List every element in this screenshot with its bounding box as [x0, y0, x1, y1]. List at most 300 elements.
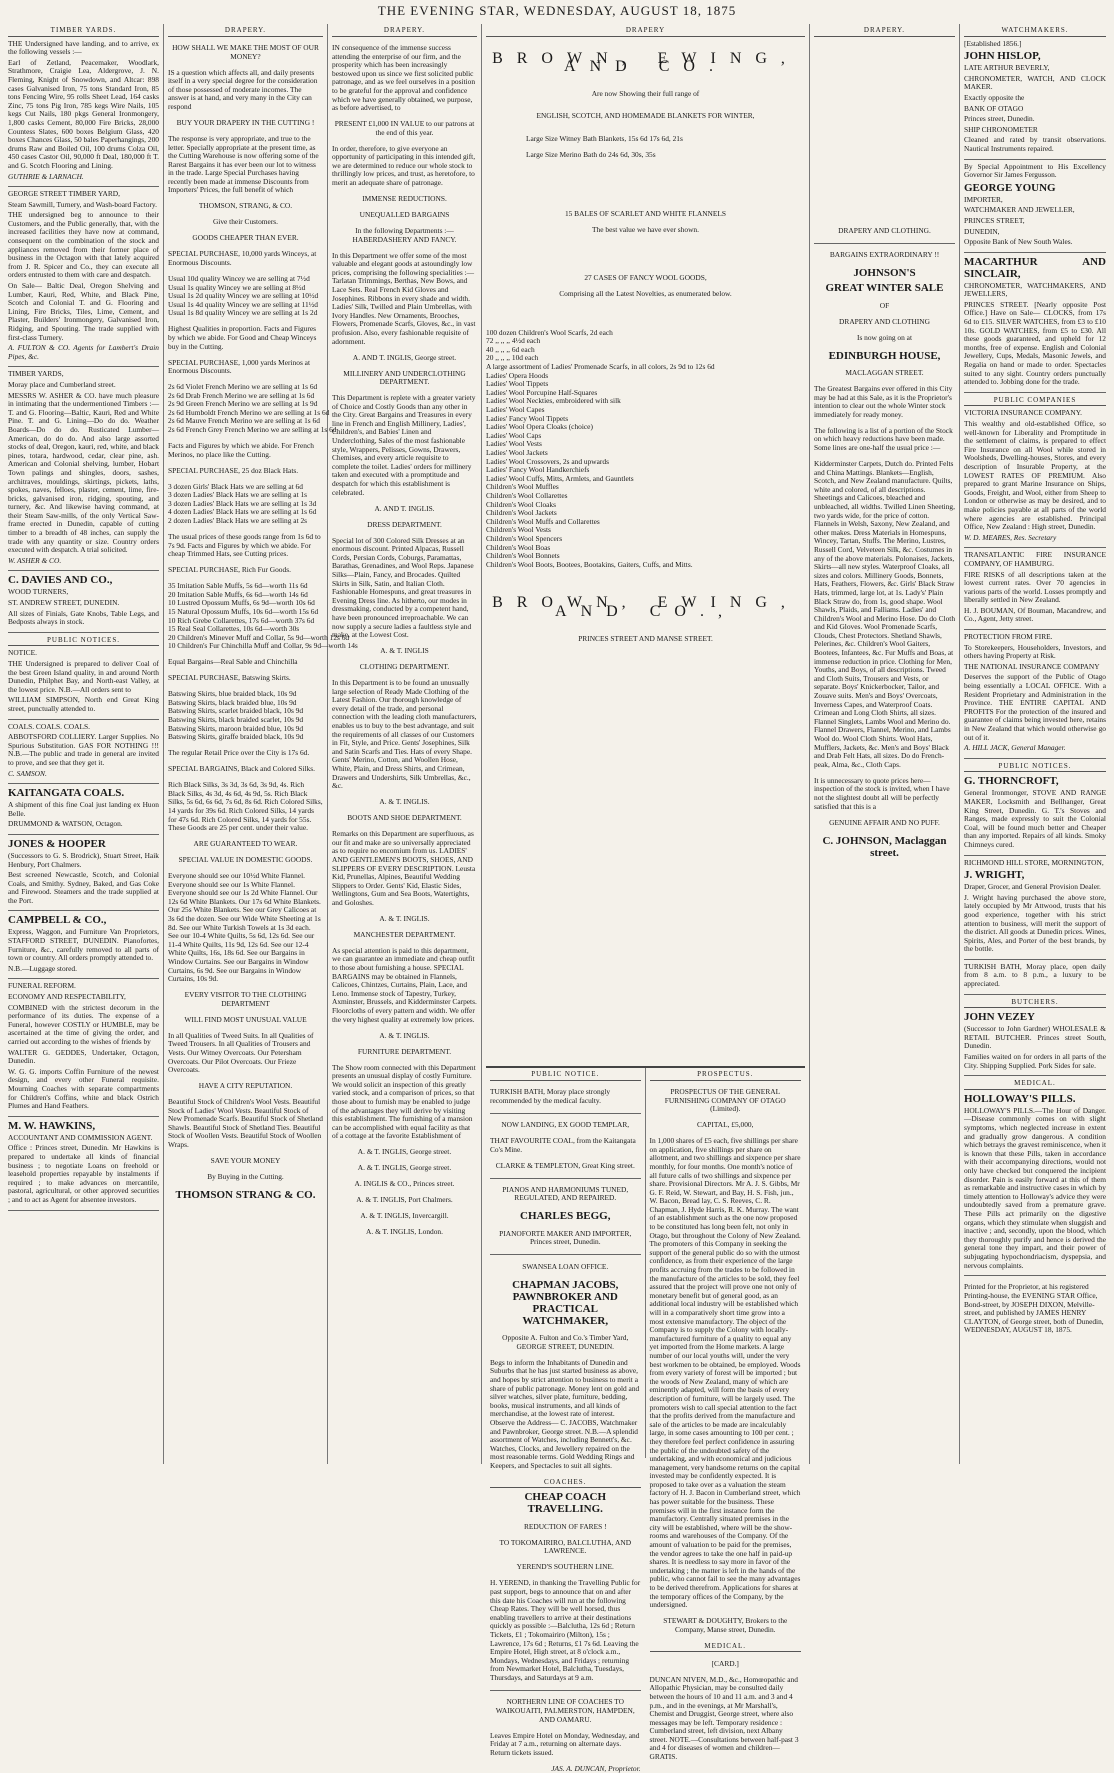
- ad-title: TRANSATLANTIC FIRE INSURANCE COMPANY, OF HAMBURG.: [964, 550, 1106, 568]
- ad-body: The following is a list of a portion of the Stock on which heavy reductions have been made. Some lines are one-half the usual price :—: [814, 425, 953, 453]
- ad-title: YEREND'S SOUTHERN LINE.: [516, 1562, 614, 1572]
- ad-title: SAVE YOUR MONEY: [210, 1156, 281, 1166]
- branch-signature: A. & T. INGLIS, Port Chalmers.: [356, 1195, 453, 1205]
- ad-title: GENUINE AFFAIR AND NO PUFF.: [829, 817, 940, 827]
- ad-title: JOHN VEZEY: [964, 1011, 1036, 1024]
- funeral-ad: [8, 982, 159, 1116]
- ad-body: Kidderminster Carpets, Dutch do. Printed Felts and China Mattings. Blankets—English, Scotch, and New Zealand manufacture. Quilts, white and colored, of all descriptions. Sheetings and Calicoes, bleached and unbleached, all widths. Twilled Linen Sheeting, two yards wide, for the price of cotton. Flannels in Welsh, Saxony, New Zealand, and other makes. Dress Materials in Homespuns, Wincey, Tartan, Stuffs. The Merino, Lustres, Russell Cord, Velveteen Silk, &c. Costumes in any of the above materials. Polonaises, Jackets, Skirts—all new styles. Waterproof Cloaks, all sizes and colors. Millinery Goods, Bonnets, Hats, Feathers, Flowers, &c. Girls' Black Straw Hats, trimmed, large lot, at 1s. Lady's' Plain Black Straw do, from 1s, good shape. Wool Shawls, Plaids, and Falliams. Ladies' and Children's Wool and Merino Hose. Do do Cloth and Kid Gloves. Wool Promenade Scarfs, Clouds, Chest Protectors. Shetland Shawls, Pelerines, &c. Children's Wool Gaiters, Bootees, Infantees, &c. Fur Muffs and Boas, at immense reduction in price. Clothing for Men, Youths, and Boys, of all descriptions. Tweed and Cloth Suits, Trousers and Vests, or separate. Boys' Knickerbocker, Tailor, and Zouave suits. Men's and Boys' Overcoats, Inverness Capes, and Waterproof Coats. Crimean and Long Cloth Shirts, all sizes. Flannel Singlets, Lambs Wool and Merino do. Flannel Drawers, Flannel, Merino, and Lambs Wool do. Wool Cloth Shirts. Wool Hats, Mufflers, Jackets, &c. Men's and Boys' Black and Drab Felt Hats, all sizes. Do do French-peak, Alma, &c., Cloth Caps.: [814, 459, 956, 769]
- ad-body: THAT FAVOURITE COAL, from the Kaitangata Co's Mine.: [490, 1135, 636, 1154]
- list-item: Children's Wool Collarettes: [486, 490, 568, 500]
- section-heading: MEDICAL.: [964, 1079, 1106, 1090]
- ad-subtitle: OF: [879, 300, 890, 310]
- ad-title: JOHNSON'S: [853, 267, 916, 280]
- ad-title: THE Undersigned have landing, and to arrive, ex the following vessels :—: [8, 38, 159, 57]
- hats-price-list: [168, 483, 323, 526]
- price-line: 20 Children's Minever Muff and Collar, 5s 9d—worth 12s 6d: [168, 632, 350, 642]
- ad-body: Cleaned and rated by transit observations. Nautical Instruments repaired.: [964, 135, 1106, 153]
- ad-title: SPECIAL PURCHASE, Rich Fur Goods.: [168, 565, 291, 575]
- ad-subtitle: Draper, Grocer, and General Provision Dealer.: [964, 882, 1101, 892]
- ad-title: FUNERAL REFORM.: [8, 981, 76, 991]
- column-drapery-thomson: [164, 24, 358, 1464]
- ad-title: BARGAINS EXTRAORDINARY !!: [829, 250, 940, 260]
- vezey-ad: [964, 1011, 1106, 1076]
- ad-signature: A. & T. INGLIS.: [379, 797, 430, 807]
- ad-body: Earl of Zetland, Peacemaker, Woodlark, Strathmore, Craigie Lea, Aldergrove, J. N. Fleming, Knight of Snowdown, and Altcar: 898 cases Galvanised Iron, 75 tons Standard Iron, 85 tons Fencing Wire, 95 rolls Sheet Lead, 164 casks Zinc, 75 tons Pig Iron, 785 kegs Wire Nails, 105 kegs Cut Nails, 180 pkgs General Ironmongery, 1,800 casks Cement, 80,000 Fire Bricks, 28,000 Countess Slates, 600 boxes Belgium Glass, 420 boxes Chances Glass, 50 bales Paperhangings, 200 drums Raw and Boiled Oil, 100 drums Colza Oil, 450 cases Castor Oil, 90,000 ft Deal, 180,000 ft T. and G. Scotch Flooring and Lining.: [8, 57, 159, 170]
- ad-title: CHEAP COACH TRAVELLING.: [524, 1491, 607, 1516]
- ad-title: HOW SHALL WE MAKE THE MOST OF OUR MONEY?: [172, 42, 319, 61]
- price-line: 2s 9d Green French Merino we are selling at 1s 9d: [168, 399, 318, 409]
- ad-body: THE undersigned beg to announce to their Customers, and the Public generally, that, with the increased facilities they have now at command, consequent on the combination of the stock and appliances removed from their former place of business in the Octagon with that lately acquired from J. R. Spicer and Co., they can execute all orders entrusted to them with care and despatch.: [8, 210, 159, 280]
- wincey-price-list: [168, 275, 323, 318]
- printer-imprint: Printed for the Proprietor, at his registered Printing-house, the EVENING STAR Office, Bond-street, by JOSEPH DIXON, Melville-street, and published by JAMES HENRY CLAYTON, of George street, both of Dunedin, WEDNESDAY, AUGUST 18, 1875.: [964, 1282, 1104, 1335]
- transatlantic-ad: [964, 551, 1106, 630]
- ad-title: JONES & HOOPER: [8, 837, 106, 850]
- ad-subtitle: REDUCTION OF FARES !: [523, 1521, 607, 1531]
- ad-body: Highest Qualities in proportion. Facts and Figures by which we abide. For Good and Cheap Winceys buy in the Cutting.: [168, 324, 317, 351]
- ad-title: PRESENT £1,000 IN VALUE to our patrons at the end of this year.: [334, 119, 475, 137]
- campbell-ad: [8, 914, 159, 979]
- hislop-ad: [964, 40, 1106, 160]
- list-item: Children's Wool Bonnets: [486, 551, 560, 561]
- ad-body: On Sale— Baltic Deal, Oregon Shelving and Lumber, Kauri, Red, White, and Black Pine, Scotch and Colonial T. and G. Flooring and Lining, Fire Bricks, Tiles, Lime, Cement, and Plaster, Builders' Ironmongery, Galvanised Iron, Ridging, and Spouting. The trade supplied with first-class Turnery.: [8, 281, 159, 342]
- branch-signature: A. INGLIS & CO., Princes street.: [354, 1179, 455, 1189]
- ad-address: MACLAGGAN STREET.: [845, 368, 924, 378]
- ad-title: SPECIAL PURCHASE, Batswing Skirts.: [168, 673, 291, 683]
- section-heading: PUBLIC NOTICES.: [8, 636, 159, 647]
- ad-signature: WILLIAM SIMPSON, North end Great King street, punctually attended to.: [8, 695, 159, 713]
- ad-signature: THOMSON, STRANG, & CO.: [198, 201, 293, 211]
- ad-signature: W. ASHER & CO.: [8, 555, 62, 565]
- brown-ewing-title: BROWN, EWING, AND CO.,: [492, 594, 799, 620]
- ad-signature: STEWART & DOUGHTY, Brokers to the Company, Manse street, Dunedin.: [663, 1616, 788, 1634]
- ad-title: COALS. COALS. COALS.: [8, 721, 90, 731]
- ad-body: By Buying in the Cutting.: [207, 1172, 284, 1182]
- coals-ad: [8, 723, 159, 785]
- ad-title: BANK OF OTAGO: [964, 103, 1024, 113]
- ad-body: Are now Showing their full range of: [591, 88, 700, 98]
- ad-subtitle: LATE ARTHUR BEVERLY,: [964, 63, 1050, 73]
- skirt-price-list: [168, 690, 323, 742]
- ad-body: A shipment of this fine Coal just landing ex Huon Belle.: [8, 800, 159, 818]
- ad-subtitle: IMPORTER,: [964, 194, 1003, 204]
- ad-title: C. DAVIES AND CO.,: [8, 574, 113, 587]
- ad-signature: A. AND T. INGLIS.: [374, 503, 435, 513]
- column-heading: DRAPERY.: [814, 26, 955, 37]
- ad-title: KAITANGATA COALS.: [8, 787, 125, 800]
- ad-subtitle: TO TOKOMAIRIRO, BALCLUTHA, AND LAWRENCE.: [499, 1537, 632, 1556]
- ad-body: IS a question which affects all, and daily presents itself in a very special degree for the consideration of those possessed of moderate incomes. The answer is at hand, and very many in the City can respond: [168, 67, 318, 111]
- ad-signature: JAS. A. DUNCAN, Proprietor.: [551, 1763, 641, 1773]
- ad-body: Beautiful Stock of Children's Wool Vests. Beautiful Stock of Ladies' Wool Vests. Beautiful Stock of New Promenade Scarfs. Beautiful Stock of Shetland Shawls. Beautiful Stock of Shetland Ties. Beautiful Stock of Woollen Vests. Beautiful Stock of Woollen Wraps.: [168, 1097, 323, 1150]
- simpson-notice: [8, 649, 159, 719]
- price-line: 3 dozen Ladies' Black Hats we are selling at 1s 3d: [168, 498, 317, 508]
- ad-signature: A. & T. INGLIS: [380, 646, 429, 656]
- ad-signature: A. AND T. INGLIS, George street.: [352, 352, 457, 362]
- price-line: 35 Imitation Sable Muffs, 5s 6d—worth 11s 6d: [168, 581, 308, 591]
- price-line: 2s 6d Violet French Merino we are selling at 1s 6d: [168, 382, 318, 392]
- section-heading: PUBLIC NOTICES.: [964, 762, 1106, 773]
- price-line: 2s 6d French Grey French Merino we are selling at 1s 6d: [168, 425, 337, 435]
- ad-title: SHIP CHRONOMETER: [964, 124, 1038, 134]
- list-item: Ladies' Wool Caps: [486, 430, 542, 440]
- price-line: Usual 10d quality Wincey we are selling at 7½d: [168, 273, 310, 283]
- price-line: Usual 1s 4d quality Wincey we are selling at 11½d: [168, 299, 318, 309]
- ad-title: SPECIAL BARGAINS, Black and Colored Silks.: [168, 764, 315, 774]
- ad-signature: A. & T. INGLIS.: [379, 913, 430, 923]
- wright-ad: [964, 859, 1106, 960]
- ad-address: ST. ANDREW STREET, DUNEDIN.: [8, 598, 120, 608]
- ad-title: UNEQUALLED BARGAINS: [359, 210, 450, 220]
- ad-body: In this Department we offer some of the most valuable and elegant goods at astoundingly low prices, comprising the following specialities :— Tarlatan Trimmings, Berthas, New Bows, and Lace Sets. Real French Kid Gloves and Josephines. Ribbons in every shade and width. Ladies' Silk, Twilled and Plain Umbrellas, with Ivory Handles. New Ornaments, Brooches, Flowers, Promenade Scarfs, Gloves, &c., in vast profusion. Also, every fashionable requisite of adornment.: [332, 250, 476, 346]
- ad-body: General Ironmonger, STOVE AND RANGE MAKER, Locksmith and Bellhanger, Great King Street, Dunedin. G. T.'s Stoves and Ranges, made expressly to suit the Colonial Coal, will be found much better and Cheaper than any imported. Repairs of all kinds. Smoky Chimneys cured.: [964, 788, 1106, 849]
- ad-title: NOTICE.: [8, 648, 37, 658]
- ad-title: ARE GUARANTEED TO WEAR.: [193, 839, 298, 849]
- ad-body: Everyone should see our 10½d White Flannel. Everyone should see our 1s White Flannel. Everyone should see our 1s 2d White Flannel. Our 12s 6d White Blankets. Our 17s 6d White Blankets. Our 25s White Blankets. See our Grey Calicoes at 3s 6d the dozen. See our Wide White Sheeting at 1s 8d. See our White Turkish Towels at 1s 3d each. See our 10-4 White Quilts, 5s 6d, 12s 6d. See our 11-4 White Quilts, 11s 9d, 12s 6d. See our 12-4 White Quilts, 16s, 18s 6d. See our Bargains in Window Curtains. See our Bargains in Window Curtains, 6s 9d. See our Bargains in Window Curtains, 10s 9d.: [168, 871, 321, 984]
- price-line: 3 dozen Girls' Black Hats we are selling at 6d: [168, 481, 303, 491]
- ad-subtitle: Steam Sawmill, Turnery, and Wash-board Factory.: [8, 199, 157, 209]
- ad-body: TURKISH BATH, Moray place strongly recommended by the medical faculty.: [490, 1086, 611, 1105]
- ad-title: SPECIAL PURCHASE, 1,000 yards Merinos at Enormous Discounts.: [168, 357, 310, 376]
- branch-signature: A. & T. INGLIS, George street.: [357, 1147, 452, 1157]
- price-line: 3 dozen Ladies' Black Hats we are selling at 1s: [168, 490, 308, 500]
- ad-title: GREAT WINTER SALE: [825, 282, 944, 295]
- brown-ewing-ad: [486, 26, 805, 1066]
- ad-body: Exactly opposite the: [964, 92, 1025, 102]
- list-item: Ladies' Wool Vests: [486, 439, 542, 449]
- ad-body: H. YEREND, in thanking the Travelling Public for past support, begs to announce that on and after this date his Coaches will run at the following Cheap Rates. They will be well horsed, thus enabling travellers to arrive at their destinations quickly as possible :—Balclutha, 12s 6d ; Return Tickets, £1 ; Tokomairiro (Milton), 15s ; Lawrence, 17s 6d ; Returns, £1 7s 6d. Leaving the Empire Hotel, High street, at 8 o'clock a.m., Mondays, Wednesdays, and Fridays ; returning from Newmarket Hotel, Balclutha, Tuesdays, Thursdays, and Saturdays at 9 a.m.: [490, 1578, 641, 1682]
- public-notice-column: [486, 1068, 646, 1773]
- price-line: 10 Rich Grebe Collarettes, 17s 6d—worth 37s 6d: [168, 615, 315, 625]
- ad-subtitle: CAPITAL, £5,000,: [697, 1120, 754, 1130]
- ad-title: BOOTS AND SHOE DEPARTMENT.: [347, 813, 462, 823]
- ad-body: Deserves the support of the Public of Otago being essentially a LOCAL OFFICE. With a Resident Proprietary and Administration in the Province. THE ENTIRE CAPITAL AND PROFITS For the protection of the insured and guarantee of claims being invested here, retains in New Zealand that which would otherwise go out of it.: [964, 672, 1106, 742]
- ad-body: Is now going on at: [856, 332, 912, 342]
- ad-title: SWANSEA LOAN OFFICE.: [522, 1261, 609, 1271]
- list-item: A large assortment of Ladies' Promenade Scarfs, in all colors, 2s 9d to 12s 6d: [486, 362, 715, 372]
- column-heading: DRAPERY.: [332, 26, 477, 37]
- ad-body: Special lot of 300 Colored Silk Dresses at an enormous discount. Printed Alpacas, Russell Cords, Persian Cords, Coburgs, Paramattas, Barathas, Grenadines, and Wool Reps. Japanese Silks—Plain, Fancy, and Brocades. Quilted Skirts in Silk, Satin, and Italian Cloth. Fashionable Homespuns, and great treasures in Evening Dress line. As hitherto, our modes in dressmaking, conducted by a competent hand, have been pronounced irreproachable. We can now supply a secure ladies a faultless style and make, at the Lowest Cost.: [332, 535, 474, 640]
- national-insurance-ad: [964, 633, 1106, 759]
- price-line: Batswing Skirts, maroon braided blue, 10s 9d: [168, 723, 304, 733]
- ad-title: WILL FIND MOST UNUSUAL VALUE: [184, 1014, 307, 1024]
- ad-subtitle: PIANOFORTE MAKER AND IMPORTER, Princes street, Dunedin.: [499, 1228, 632, 1247]
- ad-body: The Greatest Bargains ever offered in this City may be had at this Sale, as it is the Proprietor's intention to clear out the whole Winter stock immediately for ready money.: [814, 384, 953, 419]
- list-item: Ladies' Wool Crossovers, 2s and upwards: [486, 456, 609, 466]
- ad-body: DUNCAN NIVEN, M.D., &c., Homœopathic and Allopathic Physician, may be consulted daily between the hours of 10 and 11 a.m. and 3 and 4 p.m., and in the evenings, at Mr Marshall's, Chemist and Druggist, George street, where also messages may be left. Temporary residence : Cumberland street, left division, next Albany street. NOTE.—Consultations between half-past 3 and 4 for diseases of women and children—GRATIS.: [649, 1674, 799, 1762]
- price-line: Large Size Merino Bath do 24s 6d, 30s, 35s: [526, 149, 656, 159]
- price-line: Batswing Skirts, giraffe braided black, 10s 9d: [168, 732, 304, 742]
- ad-title: CHRONOMETER, WATCH, AND CLOCK MAKER.: [964, 73, 1106, 92]
- ad-title: PRINCES STREET,: [964, 215, 1025, 225]
- ad-subtitle: Moray place and Cumberland street.: [8, 379, 116, 389]
- ad-title: NORTHERN LINE OF COACHES TO WAIKOUAITI, PALMERSTON, HAMPDEN, AND OAMARU.: [495, 1697, 635, 1724]
- list-item: 100 dozen Children's Wool Scarfs, 2d each: [486, 327, 613, 337]
- ad-signature: THOMSON STRANG & CO.: [175, 1189, 316, 1202]
- ad-body: Give their Customers.: [212, 217, 279, 227]
- ad-title: SPECIAL PURCHASE, 25 doz Black Hats.: [168, 465, 299, 475]
- ad-title: VICTORIA INSURANCE COMPANY.: [964, 408, 1082, 418]
- ad-title: IMMENSE REDUCTIONS.: [362, 194, 447, 204]
- ad-signature: A. & T. INGLIS.: [379, 1030, 430, 1040]
- ad-body: Rich Black Silks, 3s 3d, 3s 6d, 3s 9d, 4s. Rich Black Silks, 4s 3d, 4s 6d, 4s 9d, 5s. Rich Black Silks, 5s 6d, 6s 6d, 7s 6d, 8s 6d. Rich Colored Silks, 14 yards for 39s 6d. Rich Colored Silks, 14 yards for 47s 6d. Rich Colored Silks, 14 yards for 55s. These Goods are 25 per cent. under their value.: [168, 780, 323, 833]
- fur-price-list: [168, 581, 358, 651]
- ad-signature: A. FULTON & CO. Agents for Lambert's Drain Pipes, &c.: [8, 343, 159, 361]
- column-heading: DRAPERY: [486, 26, 805, 37]
- ad-subtitle: (Successors to G. S. Brodrick), Stuart Street, Haik Henbury, Port Chalmers.: [8, 850, 159, 869]
- price-line: 2s 6d Humboldt French Merino we are selling at 1s 6d: [168, 407, 330, 417]
- ad-title: MACARTHUR AND SINCLAIR,: [964, 255, 1106, 280]
- list-item: Children's Wool Boas: [486, 542, 551, 552]
- ad-body: COMBINED with the strictest decorum in the performance of its duties. The expense of a Funeral, however COSTLY or HUMBLE, may be ascertained at the time of giving the order, and carried out according to the wishes of friends by: [8, 1002, 159, 1046]
- ad-title: PROSPECTUS OF THE GENERAL FURNISHING COMPANY OF OTAGO (Limited).: [664, 1086, 786, 1114]
- list-item: 40 ,, ,, ,, 6d each: [486, 344, 535, 354]
- ad-body: J. Wright having purchased the above store, lately occupied by Mr Attwood, trusts that his good experience, together with his strict attention to business, will merit the support of the district. All goods at Dunedin prices. Wines, Spirits, Ales, and Porter of the best brands, by the bottle.: [964, 892, 1106, 954]
- ad-subtitle: WOOD TURNERS,: [8, 587, 69, 597]
- column-watchmakers: [960, 24, 1110, 1464]
- ad-title: 15 BALES OF SCARLET AND WHITE FLANNELS: [564, 208, 727, 218]
- ad-body: ABBOTSFORD COLLIERY. Larger Supplies. No Spurious Substitution. GAS FOR NOTHING !!! N.B.—The public and trade in general are invited to prove, and see that they get it.: [8, 732, 159, 767]
- ad-address: Opposite A. Fulton and Co.'s Timber Yard, GEORGE STREET, DUNEDIN.: [502, 1333, 629, 1351]
- ad-body: THE Undersigned is prepared to deliver Coal of the best Green Island quality, in and around North Dunedin, Philphet Bay, and North-east Valley, at the lowest price. N.B.—All orders sent to: [8, 659, 159, 694]
- thorncroft-ad: [964, 775, 1106, 855]
- asher-ad: [8, 370, 159, 571]
- list-item: 20 ,, ,, ,, 10d each: [486, 353, 539, 363]
- price-line: 2s 6d Drab French Merino we are selling at 1s 6d: [168, 390, 315, 400]
- ad-signature: WALTER G. GEDDES, Undertaker, Octagon, Dunedin.: [8, 1047, 159, 1066]
- list-item: Ladies' Wool Tippets: [486, 379, 549, 389]
- ad-title: TIMBER YARDS,: [8, 369, 64, 379]
- ad-title: WATCHMAKER AND JEWELLER,: [964, 205, 1075, 215]
- ad-title: HOLLOWAY'S PILLS.: [964, 1092, 1076, 1105]
- ad-body: Express, Waggon, and Furniture Van Proprietors, STAFFORD STREET, DUNEDIN. Pianofortes, Furniture, &c., carefully removed to all parts of town or country. All orders promptly attended to.: [8, 927, 159, 963]
- young-ad: [964, 163, 1106, 253]
- ad-subtitle: CHRONOMETER, WATCHMAKERS, AND JEWELLERS,: [964, 280, 1106, 299]
- price-line: Usual 1s 8d quality Wincey we are selling at 1s 2d: [168, 308, 318, 318]
- ad-title: THE NATIONAL INSURANCE COMPANY: [964, 661, 1100, 671]
- ad-body: This Department is replete with a greater variety of Choice and Costly Goods than any other in the City. Great Bargains and Treasures in every line in French and English Millinery, Ladies', Children's, and Babies' Linen and Underclothing, Sales of the most fashionable style, Wrappers, Pelisses, Gowns, Drawers, Chemises, and every article requisite to complete the toilet. Ladies' orders for millinery taken and executed with a promptitude and despatch for which this establishment is celebrated.: [332, 393, 476, 497]
- list-item: Children's Wool Boots, Bootees, Bootakins, Gaiters, Cuffs, and Mitts.: [486, 559, 693, 569]
- section-heading: BUTCHERS.: [964, 998, 1106, 1009]
- price-line: 15 Natural Opossum Muffs, 10s 6d—worth 15s 6d: [168, 606, 319, 616]
- ad-body: It is unnecessary to quote prices here—inspection of the stock is invited, when I have not the slightest doubt all will be perfectly satisfied that this is a: [814, 775, 950, 811]
- list-item: Ladies' Wool Capes: [486, 405, 545, 415]
- ad-body: Best screened Newcastle, Scotch, and Colonial Coals, and Smithy. Sydney, Baked, and Gas Coke and Firewood. Steamers and the trade supplied at the Port.: [8, 870, 159, 905]
- ad-body: Families waited on for orders in all parts of the City. Shipping Supplied. Pork Sides for sale.: [964, 1052, 1106, 1070]
- ad-title: DRAPERY AND CLOTHING: [839, 316, 930, 326]
- ad-body: W. G. G. imports Coffin Furniture of the newest design, and every other Funeral requisite. Mourning Coaches with separate compartments for Children's Coffins, white and black Ostrich Plumes and Hand Feathers.: [8, 1066, 159, 1111]
- branch-signature: A. & T. INGLIS, George street.: [357, 1163, 452, 1173]
- ad-signature: H. J. BOUMAN, Of Bouman, Macandrew, and Co., Agent, Jetty street.: [964, 605, 1106, 624]
- ad-signature: W. D. MEARES, Res. Secretary: [964, 532, 1057, 542]
- ad-signature: A. HILL JACK, General Manager.: [964, 743, 1066, 753]
- ad-body: In 1,000 shares of £5 each, five shillings per share on application, five shillings per share on allotment, and two shillings and sixpence per share monthly, for four months. One month's notice of all future calls of two shillings and sixpence per share. Provisional Directors. Mr A. J. S. Gibbs, Mr G. F. Reid, W. Stewart, and Bay, H. S. Fish, jun., W. Bacon, Bread lay, C. S. Reeves, C. R. Chapman, J. Hyde Harris, R. K. Murray. The want of an establishment such as the one now proposed to be constituted has long been felt, not only in Otago, but throughout the Colony of New Zealand. The promoters of this Company in seeking the support of the general public do so with the utmost confidence, as from their experience of the large profits accruing from the trades to be followed in the manufacture of the articles to be sold, they feel assured that the project will prove one not only of monetary benefit but of general good, as an additional local industry will be established which will in a comparatively short time grow into a most extensive manufactory. The object of the Company is to supply the Colony with locally-manufactured furniture of a quality to equal any yet imported from the Home markets. A large number of our local youths will, under the very best workmen to be obtained, be employed. Woods from every variety of forest will be imported ; but the woods of New Zealand, many of which are eminently adapted, will form the basis of every description of furniture, will be largely used. The promoters wish to call special attention to the fact that the profits derived from the manufacture and sale of the articles to be made are incalculably large, in some cases amounting to 100 per cent. ; they therefore feel perfect confidence in assuring the public of the undoubted safety of the undertaking, and with economical and judicious management, very handsome returns on the capital invested may be confidently expected. It is proposed to take over as a valuation the steam factory of H. J. Bacon in Cumberland street, which has power suitable for the business. These premises will in the first instance form the manufactory. Centrally situated premises in the city will be established, where will be the show-rooms and warehouses of the Company. Of the amount of valuation to be paid for the premises, the vendor agrees to take the one half in paid-up shares. It is needless to say more in favor of the undertaking ; the matter is left in the hands of the public, who cannot fail to see the many advantages to be derived therefrom. Applications for shares at the temporary offices of the Company, by the undersigned.: [649, 1136, 801, 1610]
- ad-body: All sizes of Finials, Gate Knobs, Table Legs, and Bedposts always in stock.: [8, 608, 159, 627]
- ad-signature: N.B.—Luggage stored.: [8, 963, 77, 973]
- ad-subtitle: [CARD.]: [711, 1658, 739, 1668]
- ad-body: To Storekeepers, Householders, Investors, and others having Property at Risk.: [964, 642, 1106, 661]
- ad-title: DRESS DEPARTMENT.: [367, 519, 442, 529]
- ad-body: As special attention is paid to this department, we can guarantee an immediate and cheap outfit to those about furnishing a house. SPECIAL BARGAINS may be obtained in Flannels, Calicoes, Chintzes, Curtains, Plain, Lace, and Leno. Immense stock of Tapestry, Turkey, Axminster, Brussels, and Kidderminster Carpets. Floorcloths of every pattern and width. We offer the very highest quality at extremely low prices.: [332, 945, 477, 1024]
- ad-body: In order, therefore, to give everyone an opportunity of participating in this intended gift, we are determined to reduce our whole stock to thrillingly low prices, and trust, as heretofore, to merit an adequate share of patronage.: [332, 143, 476, 188]
- ad-title: BUY YOUR DRAPERY IN THE CUTTING !: [176, 117, 315, 127]
- ad-body: Equal Bargains—Real Sable and Chinchilla: [168, 657, 298, 667]
- guthrie-ad: [8, 40, 159, 188]
- ad-body: Opposite Bank of New South Wales.: [964, 237, 1073, 247]
- holloway-ad: [964, 1093, 1106, 1276]
- branch-signature: A. & T. INGLIS, Invercargill.: [360, 1211, 449, 1221]
- ad-address: Princes street, Dunedin.: [964, 114, 1035, 124]
- ad-subtitle: ACCOUNTANT AND COMMISSION AGENT.: [8, 1132, 153, 1142]
- brown-ewing-title: BROWN, EWING, AND CO.: [492, 49, 799, 76]
- price-line: Large Size Witney Bath Blankets, 15s 6d 17s 6d, 21s: [526, 133, 683, 143]
- list-item: Ladies' Wool Jackets: [486, 448, 548, 458]
- prospectus-column: [646, 1068, 806, 1762]
- column-drapery-inglis: [328, 24, 482, 1464]
- ad-body: Facts and Figures by which we abide. For French Merinos, no place like the Cutting.: [168, 441, 314, 459]
- ad-body: Remarks on this Department are superfluous, as our fit and make are so universally appreciated as to require no encomium from us. LADIES' AND GENTLEMEN'S BOOTS, SHOES, AND SLIPPERS OF EVERY DESCRIPTION. Leusta Kid, Prunellas, Alpines, Beautiful Wedding Slippers to Order. Gents' Kid, Elastic Sides, Wellingtons, Gum and Sea Boots, Watertights, and Goloshes.: [332, 829, 476, 907]
- ad-body: Begs to inform the Inhabitants of Dunedin and Suburbs that he has just started business as above, and hopes by strict attention to business to merit a share of public patronage. Money lent on gold and silver watches, silver plate, furniture, bedding, books, musical instruments, and all kinds of merchandise, at the lowest rate of interest. Observe the Address— C. JACOBS, Watchmaker and Pawnbroker, George street. N.B.—A splendid assortment of Watches, including Bennett's, &c. Watches, Clocks, and Jewellery repaired on the most reasonable terms. Gold Wedding Rings and Keepers, and Spectacles to suit all sights.: [490, 1357, 640, 1470]
- ad-body: In this Department is to be found an unusually large selection of Ready Made Clothing of the Latest Fashion. Our thorough knowledge of every detail of the trade, and personal connection with the leading cloth manufacturers, enables us to buy to the best advantage, and suit the requirements of all classes of our Customers in Fit, Style, and Price. Gents' Josephines, Silk and Satin Scarfs and Ties. Hats of every Shape. Gents' Merino, Cotton, and Woollen Hose, White, Plain, and Dress Shirts, and Crimean, Drawers and Undershirts, Silk Umbrellas, &c., &c.: [332, 678, 477, 791]
- ad-subtitle: In the following Departments :— HABERDASHERY AND FANCY.: [352, 226, 457, 244]
- ad-title: DRAPERY AND CLOTHING.: [838, 225, 931, 235]
- ad-body: By Special Appointment to His Excellency Governor Sir James Fergusson.: [964, 161, 1106, 180]
- column-heading: DRAPERY.: [168, 26, 323, 37]
- ad-signature: C. SAMSON.: [8, 768, 47, 778]
- list-item: Children's Wool Cloaks: [486, 499, 556, 509]
- ad-title: JOHN HISLOP,: [964, 50, 1041, 63]
- ad-body: The best value we have ever shown.: [592, 224, 699, 234]
- ad-subtitle: DUNEDIN,: [964, 226, 1000, 236]
- column-johnson: [810, 24, 960, 1464]
- column-heading: WATCHMAKERS.: [964, 26, 1106, 37]
- ad-title: GOODS CHEAPER THAN EVER.: [192, 233, 299, 243]
- ad-title: PIANOS AND HARMONIUMS TUNED, REGULATED, AND REPAIRED.: [502, 1184, 629, 1203]
- ad-body: IN consequence of the immense success attending the enterprise of our firm, and the prosperity which has been increasingly bestowed upon us since we first solicited public patronage, and as we feel ourselves in a position to be grateful for the approval and confidence which we have generally obtained, we purpose, as before advertised, to: [332, 42, 476, 113]
- ad-title: CHARLES BEGG,: [520, 1210, 611, 1223]
- list-item: Children's Wool Muffs and Collarettes: [486, 516, 600, 526]
- price-line: Batswing Skirts, scarlet braided black, 10s 9d: [168, 706, 304, 716]
- ad-title: FURNITURE DEPARTMENT.: [357, 1046, 452, 1056]
- ad-body: The usual prices of these goods range from 1s 6d to 7s 9d. Facts and Figures by which we abide. For cheap Trimmed Hats, see Cutting prices.: [168, 531, 321, 559]
- ad-body: FIRE RISKS of all descriptions taken at the lowest current rates. Over 70 agencies in various parts of the world. Losses promptly and liberally settled in New Zealand.: [964, 569, 1106, 605]
- ad-title: EDINBURGH HOUSE,: [828, 349, 941, 362]
- ad-title: MILLINERY AND UNDERCLOTHING DEPARTMENT.: [343, 368, 466, 387]
- ad-title: EVERY VISITOR TO THE CLOTHING DEPARTMENT: [184, 990, 307, 1008]
- turkish-bath-ad: [964, 963, 1106, 995]
- section-heading: PUBLIC NOTICE.: [490, 1070, 641, 1081]
- ad-subtitle: [Established 1856.]: [964, 38, 1022, 48]
- section-heading: COACHES.: [490, 1478, 641, 1489]
- column-timber-yards: [4, 24, 164, 1464]
- ad-title: MANCHESTER DEPARTMENT.: [353, 929, 456, 939]
- ad-title: SPECIAL PURCHASE, 10,000 yards Winceys, at Enormous Discounts.: [168, 249, 317, 267]
- macarthur-ad: [964, 256, 1106, 393]
- ad-body: The regular Retail Price over the City is 17s 6d.: [168, 748, 310, 758]
- list-item: Ladies' Wool Neckties, embroidered with silk: [486, 396, 621, 406]
- ad-title: G. THORNCROFT,: [964, 775, 1059, 788]
- price-line: 2s 6d Mauve French Merino we are selling at 1s 6d: [168, 416, 320, 426]
- price-line: 10 Lustred Opossum Muffs, 6s 9d—worth 10s 6d: [168, 598, 315, 608]
- ad-body: Leaves Empire Hotel on Monday, Wednesday, and Friday at 7 a.m., returning on alternate days. Return tickets issued.: [490, 1730, 640, 1757]
- lower-columns: [486, 1066, 805, 1773]
- price-line: Batswing Skirts, black braided scarlet, 10s 9d: [168, 715, 304, 725]
- price-line: Batswing Skirts, black braided blue, 10s 9d: [168, 697, 297, 707]
- list-item: Ladies' Wool Porcupine Half-Squares: [486, 387, 598, 397]
- price-line: Batswing Skirts, blue braided black, 10s 9d: [168, 689, 297, 699]
- ad-title: RICHMOND HILL STORE, MORNINGTON,: [964, 857, 1104, 867]
- list-item: 72 ,, ,, ,, 4½d each: [486, 336, 541, 346]
- wool-goods-list: [486, 329, 805, 570]
- ad-body: The Show room connected with this Department presents an unusual display of costly Furniture. We would solicit an inspection of this greatly varied stock, and a comparison of prices, so that those about to furnish may be enabled to judge of the advantages they will derive by visiting this establishment. The furnishing of a mansion can be accomplished with equal facility as that of a cottage at the favorite Establishment of: [332, 1062, 476, 1141]
- section-heading: MEDICAL.: [650, 1642, 802, 1653]
- list-item: Ladies' Fancy Wool Tippets: [486, 413, 569, 423]
- hawkins-ad: [8, 1120, 159, 1211]
- ad-title: GEORGE STREET TIMBER YARD,: [8, 189, 120, 199]
- column-brown-ewing: [482, 24, 810, 1773]
- merino-price-list: [168, 382, 337, 435]
- ad-body: HOLLOWAY'S PILLS.—The Hour of Danger.—Disease commonly comes on with slight symptoms, which neglected increase in extent and gradually grow dangerous. A condition which betrays the gravest reminiscence, when it is known that these Pills, taken in accordance with their accompanying directions, would not only have checked but conquered the incipient disorder. Pain is easily forward at this of them as remarkable and instructive cases in which by timely attention to Holloway's advice they were undoubtedly saved from a premature grave. These Pills act primarily on the digestive organs, which they stimulate when sluggish and inactive ; and, secondly, upon the blood, which they thoroughly purify and hence is derived the general tone they impart, and their power of subjugating hypochondriacism, dyspepsia, and nervous complaints.: [964, 1105, 1106, 1270]
- ad-signature: GUTHRIE & LARNACH.: [8, 171, 84, 181]
- ad-title: CAMPBELL & CO.,: [8, 914, 107, 927]
- ad-body: TURKISH BATH, Moray place, open daily from 8 a.m. to 8 p.m., a luxury to be appreciated.: [964, 961, 1106, 989]
- ad-title: M. W. HAWKINS,: [8, 1119, 96, 1132]
- price-line: 10 Children's Fur Chinchilla Muff and Collar, 9s 9d—worth 14s: [168, 641, 358, 651]
- list-item: Children's Wool Spencers: [486, 533, 563, 543]
- column-heading: TIMBER YARDS.: [8, 26, 159, 37]
- ad-title: CLOTHING DEPARTMENT.: [359, 662, 450, 672]
- kaitangata-ad: [8, 787, 159, 835]
- ad-title: 27 CASES OF FANCY WOOL GOODS,: [584, 273, 707, 283]
- list-item: Ladies' Wool Cuffs, Mitts, Armlets, and Gauntlets: [486, 473, 634, 483]
- masthead: THE EVENING STAR, WEDNESDAY, AUGUST 18, 1875: [377, 3, 737, 18]
- ad-title: J. WRIGHT,: [964, 869, 1025, 882]
- list-item: Children's Wool Jackets: [486, 508, 557, 518]
- list-item: Children's Wool Vests: [486, 525, 551, 535]
- price-line: Usual 1s 2d quality Wincey we are selling at 10½d: [168, 291, 319, 301]
- ad-signature: C. JOHNSON, Maclaggan street.: [822, 834, 947, 859]
- section-heading: PUBLIC COMPANIES: [964, 396, 1106, 407]
- price-line: 2 dozen Ladies' Black Hats we are selling at 2s: [168, 515, 308, 525]
- list-item: Children's Wool Muffles: [486, 482, 559, 492]
- list-item: Ladies' Opera Hoods: [486, 370, 549, 380]
- ad-title: CHAPMAN JACOBS, PAWNBROKER AND PRACTICAL WATCHMAKER,: [512, 1278, 619, 1327]
- ad-body: Comprising all the Latest Novelties, as enumerated below.: [559, 289, 732, 299]
- ad-signature: CLARKE & TEMPLETON, Great King street.: [495, 1160, 635, 1170]
- ad-title: PROTECTION FROM FIRE.: [964, 632, 1053, 642]
- price-line: 15 Real Seal Collarettes, 10s 6d—worth 30s: [168, 624, 300, 634]
- price-line: 20 Imitation Sable Muffs, 6s 6d—worth 14s 6d: [168, 589, 308, 599]
- ad-body: The response is very appropriate, and true to the letter. Specially appropriate at the present time, as the Cutting Warehouse is now offering some of the Rarest Bargains it has ever been our lot to witness in the trade. Large Special Purchases having recently been made at immense Discounts from Importers' Prices, the full benefit of which: [168, 133, 319, 195]
- ad-body: This wealthy and old-established Office, so well-known for Liberality and Promptitude in the settlement of claims, is prepared to effect Fire Insurance on all Wool while stored in Woolsheds, Dwelling-houses, Stores, and every description of Insurable Property, at the LOWEST RATES OF PREMIUM. Also prepared to grant Marine Insurance on Ships, Goods, Freight, and Wool, either from Sheep to London or otherwise as may be desired, and to make policies payable at all parts of the world where agencies are established. Principal Office, New Zealand : High street, Dunedin.: [964, 419, 1106, 532]
- price-line: Usual 1s quality Wincey we are selling at 8½d: [168, 282, 306, 292]
- branch-signature: A. & T. INGLIS, London.: [366, 1227, 443, 1237]
- list-item: Ladies' Fancy Wool Handkerchiefs: [486, 465, 590, 475]
- victoria-ad: [964, 409, 1106, 548]
- ad-subtitle: (Successor to John Gardner) WHOLESALE & RETAIL BUTCHER. Princes street South, Dunedin.: [964, 1024, 1106, 1051]
- ad-title: NOW LANDING, EX GOOD TEMPLAR,: [501, 1119, 630, 1129]
- ad-body: Office : Princes street, Dunedin. Mr Hawkins is prepared to undertake all kinds of financial business ; to negotiate Loans on freehold or leasehold properties repayable by instalments if required ; to make advances on mercantile, pastoral, agricultural, or other approved securities ; and to act as Agent for absentee investors.: [8, 1143, 159, 1204]
- ad-body: PRINCES STREET. [Nearly opposite Post Office.] Have on Sale— CLOCKS, from 17s 6d to £15. SILVER WATCHES, from £3 to £10 10s. GOLD WATCHES, from £5 to £30. All these goods guaranteed, and upheld for 12 months, free of expense. English and Colonial Jewellery, Cups, Medals, Masonic Jewels, and Regalia on hand or made to order. Spectacles suited to any sight. Country orders punctually attended to. Jobbing done for the trade.: [964, 299, 1106, 387]
- list-item: Ladies' Wool Opera Cloaks (choice): [486, 422, 593, 432]
- ad-title: SPECIAL VALUE IN DOMESTIC GOODS.: [178, 855, 313, 865]
- ad-signature: DRUMMOND & WATSON, Octagon.: [8, 819, 123, 829]
- ad-title: GEORGE YOUNG: [964, 181, 1056, 194]
- ad-title: ENGLISH, SCOTCH, AND HOMEMADE BLANKETS FOR WINTER,: [536, 111, 755, 121]
- columns: [4, 24, 1110, 1773]
- ad-subtitle: ECONOMY AND RESPECTABILITY,: [8, 992, 126, 1002]
- ad-body: MESSRS W. ASHER & CO. have much pleasure in intimating that the undermentioned Timbers :— T. and G. Flooring—Baltic, Kauri, Red and White Pine. T. and G. Lining—Do do do. Weather Boards—Do do do. Rusticated Lumber—American, do do do. And also large assorted stocks of deal, Oregon, kauri, red, white, and black pines, totara, hardwood, cedar, clear pine, ash. American and Colonial shelving, lumber, Hobart Town palings and shingles, doors, sashes, architraves, mouldings, skirtings, pickets, laths, spokes, naves, felloes, plaster, cement, lime, fire-bricks, galvanised iron, ridging, spouting, and turnery, &c. And likewise having command, at their Steam Saw-mills, of the only Vertical Saw-frame erected in Dunedin, capable of cutting timber to a breadth of 48 inches, can supply the trade with any quantity or size. Country orders executed with despatch. A trial solicited.: [8, 390, 159, 555]
- price-line: 4 dozen Ladies' Black Hats we are selling at 1s 6d: [168, 507, 317, 517]
